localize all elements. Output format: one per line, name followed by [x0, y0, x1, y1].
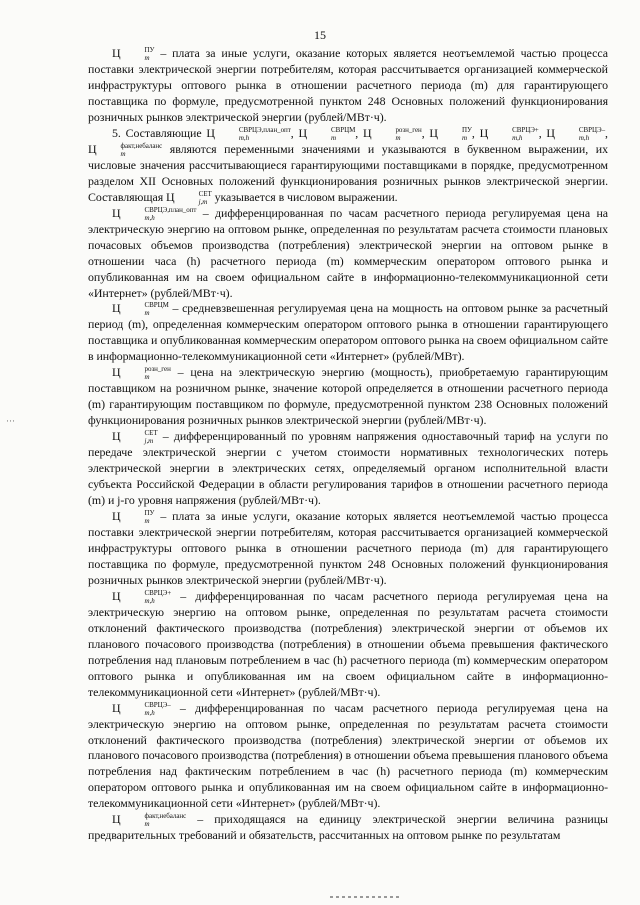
paragraph-pu-definition-2: Ц ПУ m – плата за иные услуги, оказание которых является неотъемлемой частью процесса поставки электрической энергии потребителям, которая рассчитывается организацией коммерческой инфраструктуры оптового рынка в отношении расчетного периода (m) для гарантирующего поставщика по формуле, предусмотренной пунктом 248 Основных положений функционирования розничных рынков электрической энергии (рублей/МВт·ч).	[88, 509, 608, 587]
paragraph-components: 5. Составляющие Ц СВРЦЭ,план_опт m,h , Ц СВРЦМ m , Ц розн_ген m , Ц ПУ m , Ц СВРЦЭ+ m,h , Ц СВРЦЭ– m,h , Ц факт,небаланс m являются переменными значениями и указываются в буквенном выражении, их числовые значения рассчитывающиеся гарантирующими поставщиками в порядке, предусмотренном разделом XII Основных положений функционирования розничных рынков электрической энергии. Составляющая Ц СЕТ j,m указывается в числовом выражении.	[88, 125, 608, 206]
symbol-svrc-plan-def: Ц СВРЦЭ,план_опт m,h	[112, 205, 197, 222]
paragraph-svrc-plan-definition: Ц СВРЦЭ,план_опт m,h – дифференцированная по часам расчетного периода регулируемая цена на электрическую энергию на оптовом рынке, определенная по результатам расчета стоимости плановых почасовых объемов производства (потребления) электрической энергии на оптовом рынке в отношении часа (h) расчетного периода (m) коммерческим оператором оптового рынка и опубликованная им на своем официальном сайте в информационно-телекоммуникационной сети «Интернет» (рублей/МВт·ч).	[88, 205, 608, 300]
symbol-fakt-def: Ц факт,небаланс m	[112, 812, 187, 829]
symbol-svrcm: Ц СВРЦМ m	[298, 125, 356, 142]
scan-artifact-line	[330, 896, 400, 898]
symbol-set-def: Ц СЕТ j,m	[112, 429, 158, 446]
paragraph-rozn-definition: Ц розн_ген m – цена на электрическую энергию (мощность), приобретаемую гарантирующим поставщиком на розничном рынке, значение которой определяется в отношении расчетного периода (m) гарантирующим поставщиком по формуле, предусмотренной пунктом 238 Основных положений функционирования розничных рынков электрической энергии (рублей/МВт·ч).	[88, 365, 608, 428]
symbol-svrc-plan: Ц СВРЦЭ,план_опт m,h	[206, 125, 291, 142]
symbol-svrc-minus: Ц СВРЦЭ– m,h	[546, 125, 606, 142]
symbol-rozn: Ц розн_ген m	[362, 125, 422, 142]
paragraph-fakt-definition: Ц факт,небаланс m – приходящаяся на единицу электрической энергии величина разницы предварительных требований и обязательств, рассчитанных на оптовом рынке по результатам	[88, 812, 608, 843]
paragraph-svrc-plus-definition: Ц СВРЦЭ+ m,h – дифференцированная по часам расчетного периода регулируемая цена на электрическую энергию на оптовом рынке, определенная по результатам расчета стоимости отклонений фактического производства (потребления) электрической энергии от объемов их планового почасового производства (потребления) в отношении объема превышения фактического потребления над плановым потреблением в час (h) расчетного периода (m) коммерческим оператором оптового рынка и опубликованная им на своем официальном сайте в информационно-телекоммуникационной сети «Интернет» (рублей/МВт·ч).	[88, 588, 608, 699]
paragraph-pu-definition: Ц ПУ m – плата за иные услуги, оказание которых является неотъемлемой частью процесса поставки электрической энергии потребителям, которая рассчитывается организацией коммерческой инфраструктуры оптового рынка в отношении расчетного периода (m) для гарантирующего поставщика по формуле, предусмотренной пунктом 248 Основных положений функционирования розничных рынков электрической энергии (рублей/МВт·ч).	[88, 46, 608, 124]
paragraph-svrc-minus-definition: Ц СВРЦЭ– m,h – дифференцированная по часам расчетного периода регулируемая цена на электрическую энергию на оптовом рынке, определенная по результатам расчета стоимости отклонений фактического производства (потребления) электрической энергии от объемов их планового почасового производства (потребления) в отношении объема превышения планового объема потребления над фактическим потреблением в час (h) расчетного периода (m) коммерческим оператором оптового рынка и опубликованная им на своем официальном сайте в информационно-телекоммуникационной сети «Интернет» (рублей/МВт·ч).	[88, 700, 608, 811]
page-number: 15	[314, 28, 326, 42]
symbol-pu-list: Ц ПУ m	[429, 125, 472, 142]
symbol-pu-def-2: Ц ПУ m	[112, 509, 155, 526]
margin-mark: ···	[6, 416, 15, 426]
symbol-svrc-minus-def: Ц СВРЦЭ– m,h	[112, 700, 171, 717]
symbol-rozn-def: Ц розн_ген m	[112, 365, 171, 382]
symbol-set-inline: Ц СЕТ j,m	[166, 189, 212, 206]
symbol-fakt: Ц факт,небаланс m	[88, 141, 163, 158]
paragraph-svrcm-definition: Ц СВРЦМ m – средневзвешенная регулируемая цена на мощность на оптовом рынке за расчетный период (m), определенная коммерческим оператором оптового рынка в отношении гарантирующего поставщика и опубликованная коммерческим оператором оптового рынка на своем официальном сайте в информационно-телекоммуникационной сети «Интернет» (рублей/МВт).	[88, 301, 608, 364]
paragraph-set-definition: Ц СЕТ j,m – дифференцированный по уровням напряжения одноставочный тариф на услуги по передаче электрической энергии с учетом стоимости нормативных технологических потерь электрической энергии в электрических сетях, определяемый органом исполнительной власти субъекта Российской Федерации в области регулирования тарифов в отношении расчетного периода (m) и j-го уровня напряжения (рублей/МВт·ч).	[88, 429, 608, 508]
symbol-pu: Ц ПУ m	[112, 46, 155, 62]
document-body	[88, 46, 608, 844]
symbol-svrc-plus: Ц СВРЦЭ+ m,h	[479, 125, 539, 142]
symbol-svrc-plus-def: Ц СВРЦЭ+ m,h	[112, 588, 172, 605]
symbol-svrcm-def: Ц СВРЦМ m	[112, 301, 169, 318]
